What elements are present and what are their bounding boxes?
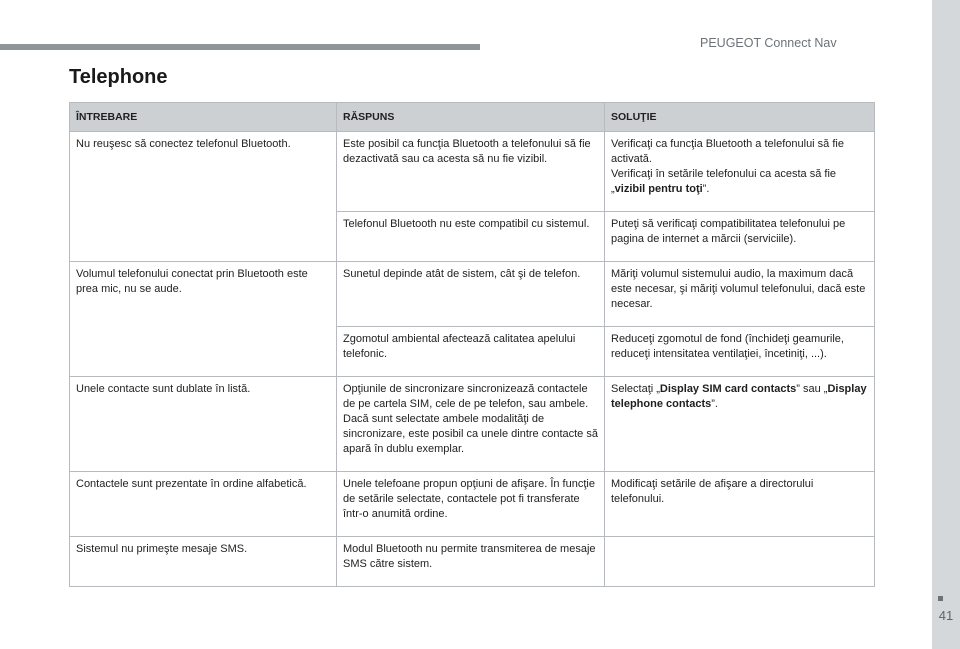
solution-cell: Puteţi să verificaţi compatibilitatea telefonului pe pagina de internet a mărcii (serviciile). [605,212,875,262]
brand-header: PEUGEOT Connect Nav [700,36,837,50]
faq-table [69,102,875,587]
solution-text: ”. [702,183,710,195]
table-row [70,537,875,587]
solution-cell [605,377,875,472]
table-row [70,262,875,327]
solution-emphasis: Display telephone contacts [611,383,867,410]
answer-cell: Modul Bluetooth nu permite transmiterea de mesaje SMS către sistem. [337,537,605,587]
solution-emphasis: vizibil pentru toţi [614,183,703,195]
question-cell: Sistemul nu primeşte mesaje SMS. [70,537,337,587]
solution-cell: Modificaţi setările de afişare a directorului telefonului. [605,472,875,537]
question-cell: Nu reuşesc să conectez telefonul Bluetooth. [70,132,337,262]
page-title: Telephone [69,66,168,88]
table-row [70,377,875,472]
solution-cell [605,132,875,212]
page-number: 41 [938,608,954,623]
question-cell: Contactele sunt prezentate în ordine alfabetică. [70,472,337,537]
table-row [70,472,875,537]
question-cell: Volumul telefonului conectat prin Bluetooth este prea mic, nu se aude. [70,262,337,377]
answer-cell: Sunetul depinde atât de sistem, cât şi de telefon. [337,262,605,327]
solution-text: Verificaţi în setările telefonului ca acesta să fie „ [611,168,837,195]
solution-cell: Măriţi volumul sistemului audio, la maximum dacă este necesar, şi măriţi volumul telefonului, dacă este necesar. [605,262,875,327]
answer-cell: Unele telefoane propun opţiuni de afişare. În funcţie de setările selectate, contactele pot fi transferate într-o anumită ordine. [337,472,605,537]
solution-cell: Reduceţi zgomotul de fond (închideţi geamurile, reduceţi intensitatea ventilaţiei, încetiniţi, ...). [605,327,875,377]
answer-cell: Opţiunile de sincronizare sincronizează contactele de pe cartela SIM, cele de pe telefon, sau ambele. Dacă sunt selectate ambele modalităţi de sincronizare, este posibil ca unele dintre contacte să apară în dublu exemplar. [337,377,605,472]
top-accent-bar [0,44,480,50]
solution-text: ”. [711,398,718,410]
answer-cell: Este posibil ca funcţia Bluetooth a telefonului să fie dezactivată sau ca acesta să nu fie vizibil. [337,132,605,212]
solution-text: Verificaţi ca funcţia Bluetooth a telefonului să fie activată. [611,138,844,165]
solution-text: ” sau „ [796,383,828,395]
solution-emphasis: Display SIM card contacts [659,383,797,395]
page-marker-dot [938,596,943,601]
table-header-row [70,103,875,132]
table-row [70,132,875,212]
solution-text: Selectaţi „ [611,383,660,395]
column-header-answer: RĂSPUNS [337,103,605,132]
column-header-solution: SOLUŢIE [605,103,875,132]
answer-cell: Zgomotul ambiental afectează calitatea apelului telefonic. [337,327,605,377]
column-header-question: ÎNTREBARE [70,103,337,132]
answer-cell: Telefonul Bluetooth nu este compatibil cu sistemul. [337,212,605,262]
solution-cell [605,537,875,587]
question-cell: Unele contacte sunt dublate în listă. [70,377,337,472]
side-strip [932,0,960,649]
